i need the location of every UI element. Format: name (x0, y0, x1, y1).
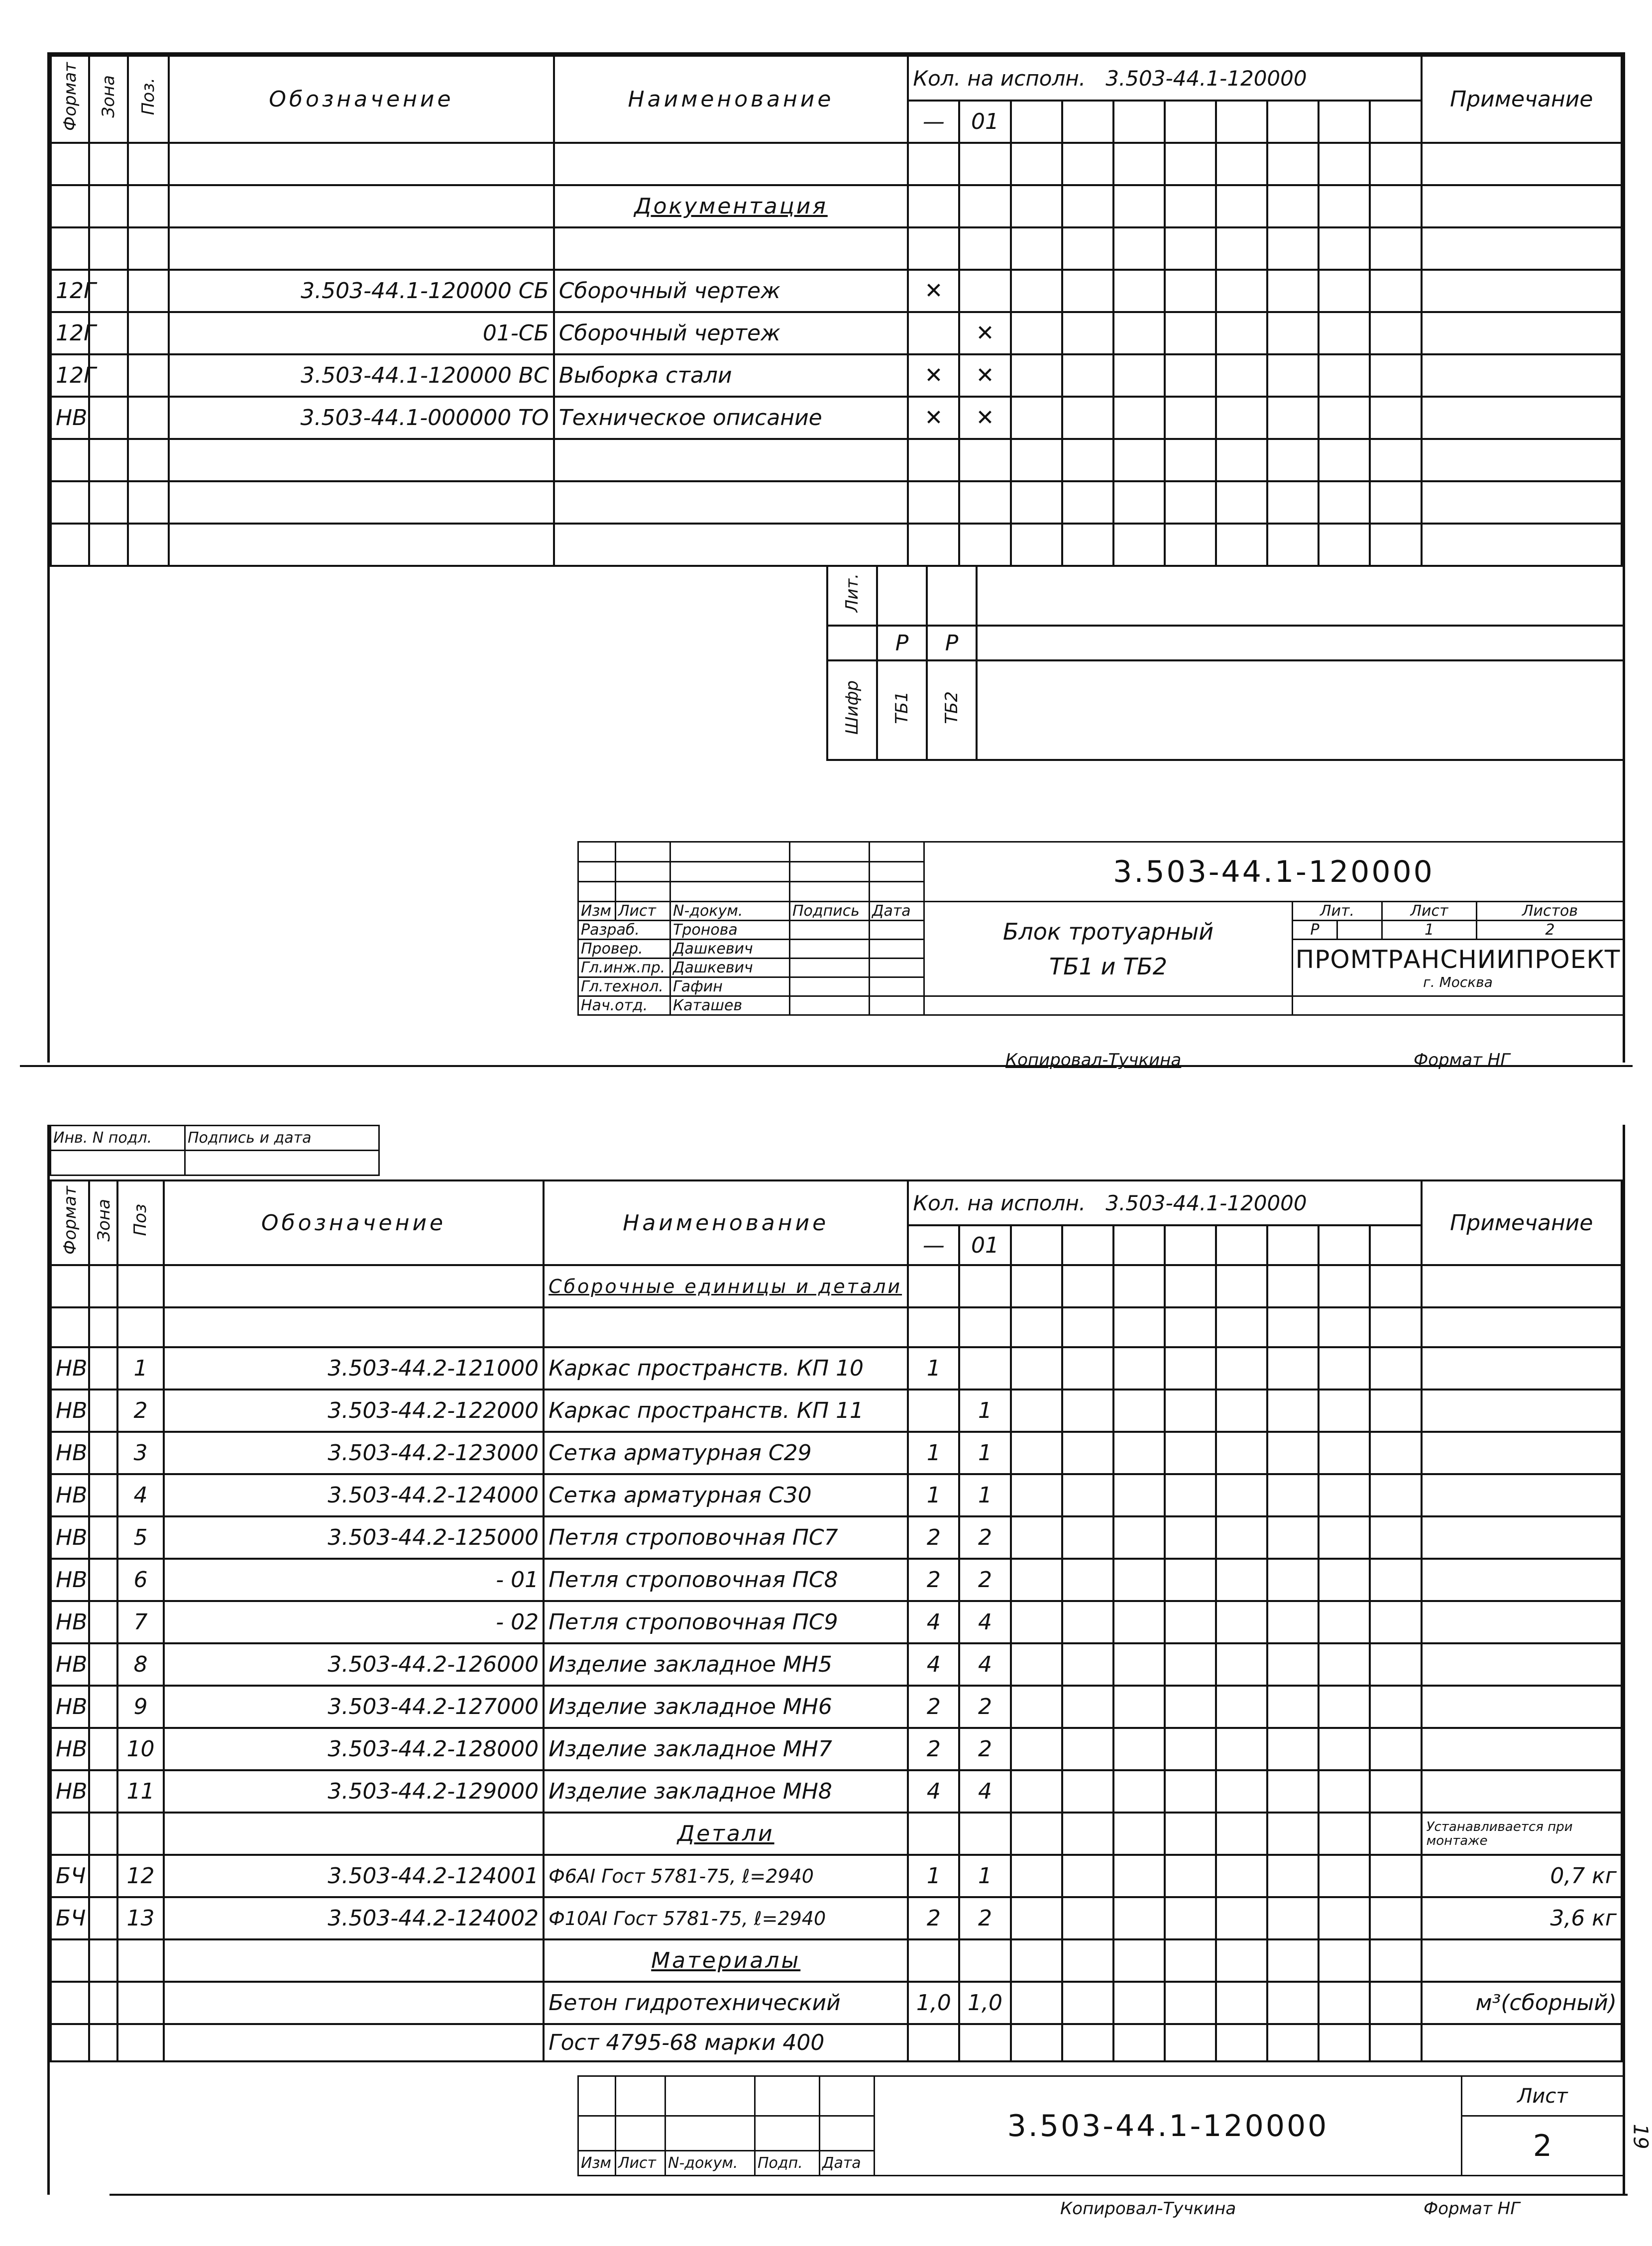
doc-code: 3.503-44.1-120000 (924, 842, 1624, 902)
copied-by-1: Копировал-Тучкина (1005, 1050, 1182, 1070)
list-v: 1 (1382, 921, 1477, 940)
title-block-2 (577, 2075, 1624, 2176)
row-format: НВ (51, 1390, 89, 1432)
row-q0: 1 (908, 1432, 959, 1474)
row-designation: 3.503-44.1-120000 СБ (169, 270, 554, 312)
row-pos: 2 (117, 1390, 164, 1432)
row-name: Петля строповочная ПС9 (544, 1601, 908, 1643)
row-name: Ф10АI Гост 5781-75, ℓ=2940 (544, 1897, 908, 1939)
format-stamp-2: Формат НГ (1424, 2199, 1520, 2219)
row-designation: 3.503-44.2-123000 (164, 1432, 544, 1474)
row-q0: ✕ (908, 270, 959, 312)
frame-right-2 (1623, 1125, 1625, 2195)
row-q0: ✕ (908, 354, 959, 397)
h-izm: Изм (578, 902, 616, 921)
role-5: Нач.отд. (578, 996, 670, 1015)
row-q1 (959, 270, 1010, 312)
col-zone-2: Зона (94, 1198, 114, 1242)
row-q0: 2 (908, 1686, 959, 1728)
row-designation: 3.503-44.2-128000 (164, 1728, 544, 1770)
row-name: Выборка стали (554, 354, 908, 397)
row-format: 12Г (51, 354, 89, 397)
table-row (51, 1559, 1622, 1601)
sheet-1 (0, 0, 1652, 1070)
row-format: НВ (51, 1474, 89, 1516)
col-zone: Зона (99, 75, 119, 118)
table-row (51, 1770, 1622, 1813)
doc-row (51, 397, 1622, 439)
row-name: Техническое описание (554, 397, 908, 439)
row-q0: 2 (908, 1897, 959, 1939)
format-stamp-1: Формат НГ (1414, 1050, 1510, 1070)
row-note (1422, 1390, 1622, 1432)
row-q1: 2 (959, 1897, 1010, 1939)
cipher-value-1: ТБ1 (892, 691, 912, 724)
row-q1: 4 (959, 1601, 1010, 1643)
row-designation: - 02 (164, 1601, 544, 1643)
row-format: НВ (51, 1728, 89, 1770)
row-format: НВ (51, 1643, 89, 1686)
row-format: НВ (51, 1601, 89, 1643)
row-q0: 4 (908, 1770, 959, 1813)
row-name: Сборочный чертеж (554, 270, 908, 312)
row-q1: 1 (959, 1432, 1010, 1474)
col-designation-2: Обозначение (164, 1180, 544, 1265)
row-name: Изделие закладное МН6 (544, 1686, 908, 1728)
lit-value-2: Р (927, 626, 977, 660)
col-note: Примечание (1422, 56, 1622, 143)
doc-row (51, 270, 1622, 312)
row-q0: 2 (908, 1559, 959, 1601)
row-format: 12Г (51, 270, 89, 312)
row-pos: 7 (117, 1601, 164, 1643)
row-q1: ✕ (959, 312, 1010, 354)
exec-base-2: — (908, 1225, 959, 1265)
role-4: Гл.технол. (578, 977, 670, 996)
row-note (1422, 1686, 1622, 1728)
row-q0: 2 (908, 1516, 959, 1559)
row-format: НВ (51, 397, 89, 439)
table-row (51, 1516, 1622, 1559)
role-1: Разраб. (578, 921, 670, 940)
row-q1: 2 (959, 1559, 1010, 1601)
material-note: м³(сборный) (1422, 1982, 1622, 2024)
sign-date-label: Подпись и дата (185, 1126, 379, 1151)
doc-row (51, 354, 1622, 397)
row-q0: 1 (908, 1855, 959, 1897)
lit-value-1: Р (877, 626, 927, 660)
person-3: Дашкевич (670, 959, 790, 977)
h-date-2: Дата (820, 2151, 875, 2176)
row-name: Изделие закладное МН7 (544, 1728, 908, 1770)
row-q1: 1 (959, 1390, 1010, 1432)
table-row (51, 1347, 1622, 1390)
qty-label-2: Кол. на исполн. (913, 1190, 1086, 1215)
row-format: НВ (51, 1516, 89, 1559)
row-name: Сборочный чертеж (554, 312, 908, 354)
row-pos: 4 (117, 1474, 164, 1516)
material-name-1: Бетон гидротехнический (544, 1982, 908, 2024)
table-row (51, 2024, 1622, 2061)
table-row (51, 1855, 1622, 1897)
row-note (1422, 1347, 1622, 1390)
row-name: Изделие закладное МН8 (544, 1770, 908, 1813)
spec-table-2 (50, 1179, 1623, 2062)
spec-table-1 (50, 55, 1623, 567)
row-q0: 4 (908, 1601, 959, 1643)
row-pos: 11 (117, 1770, 164, 1813)
col-format-2: Формат (60, 1185, 80, 1255)
org-name: ПРОМТРАНСНИИПРОЕКТ (1295, 945, 1621, 974)
material-name-2: Гост 4795-68 марки 400 (544, 2024, 908, 2061)
row-q0: ✕ (908, 397, 959, 439)
row-note: 0,7 кг (1422, 1855, 1622, 1897)
row-q1: 1 (959, 1474, 1010, 1516)
table-row (51, 1728, 1622, 1770)
row-designation: 3.503-44.2-125000 (164, 1516, 544, 1559)
material-q0: 1,0 (908, 1982, 959, 2024)
row-note: 3,6 кг (1422, 1897, 1622, 1939)
row-note (1422, 1516, 1622, 1559)
exec-base: — (908, 101, 959, 143)
row-format: БЧ (51, 1897, 89, 1939)
section-materials: Материалы (544, 1939, 908, 1982)
row-note (1422, 1728, 1622, 1770)
h-sign: Подпись (790, 902, 870, 921)
row-pos: 13 (117, 1897, 164, 1939)
row-designation: 3.503-44.2-124001 (164, 1855, 544, 1897)
row-format: НВ (51, 1770, 89, 1813)
row-q1: 2 (959, 1728, 1010, 1770)
row-format: 12Г (51, 312, 89, 354)
h-ndoc-2: N-докум. (665, 2151, 755, 2176)
sheet-no: 2 (1462, 2116, 1624, 2176)
person-4: Гафин (670, 977, 790, 996)
sheet-2 (0, 1085, 1652, 2240)
copied-by-2: Копировал-Тучкина (1060, 2199, 1236, 2219)
section-assemblies: Сборочные единицы и детали (544, 1265, 908, 1307)
qty-doc-2: 3.503-44.1-120000 (1105, 1190, 1307, 1215)
row-name: Ф6АI Гост 5781-75, ℓ=2940 (544, 1855, 908, 1897)
row-q1: 4 (959, 1770, 1010, 1813)
row-pos: 9 (117, 1686, 164, 1728)
cipher-value-2: ТБ2 (942, 691, 962, 724)
person-2: Дашкевич (670, 940, 790, 959)
row-q0: 4 (908, 1643, 959, 1686)
row-note (1422, 1643, 1622, 1686)
row-name: Изделие закладное МН5 (544, 1643, 908, 1686)
row-q0 (908, 1390, 959, 1432)
lists-v: 2 (1477, 921, 1624, 940)
product-name-1: Блок тротуарный (1002, 918, 1214, 945)
row-designation: 3.503-44.2-124002 (164, 1897, 544, 1939)
row-q1: ✕ (959, 397, 1010, 439)
h-izm-2: Изм (578, 2151, 616, 2176)
role-3: Гл.инж.пр. (578, 959, 670, 977)
col-designation: Обозначение (169, 56, 554, 143)
lit-h: Лит. (1293, 902, 1382, 921)
inv-label: Инв. N подл. (51, 1126, 185, 1151)
row-q1: ✕ (959, 354, 1010, 397)
frame-bottom (20, 1065, 1633, 1067)
row-q1: 2 (959, 1686, 1010, 1728)
row-format: НВ (51, 1432, 89, 1474)
org-city: г. Москва (1423, 974, 1493, 990)
table-row (51, 1474, 1622, 1516)
row-q0: 2 (908, 1728, 959, 1770)
doc-row (51, 312, 1622, 354)
title-block-1 (577, 841, 1624, 1016)
h-list-2: Лист (616, 2151, 665, 2176)
row-name: Петля строповочная ПС7 (544, 1516, 908, 1559)
row-format: НВ (51, 1686, 89, 1728)
lit-v: Р (1293, 921, 1337, 940)
row-designation: 3.503-44.2-129000 (164, 1770, 544, 1813)
row-name: Петля строповочная ПС8 (544, 1559, 908, 1601)
material-q1: 1,0 (959, 1982, 1010, 2024)
row-pos: 10 (117, 1728, 164, 1770)
row-designation: 3.503-44.2-121000 (164, 1347, 544, 1390)
exec-01: 01 (959, 101, 1010, 143)
table-row (51, 1432, 1622, 1474)
row-q1: 2 (959, 1516, 1010, 1559)
sheet-label: Лист (1462, 2076, 1624, 2116)
row-designation: - 01 (164, 1559, 544, 1601)
product-name-2: ТБ1 и ТБ2 (1049, 953, 1167, 980)
lit-cipher-block (826, 565, 1625, 761)
table-row (51, 1643, 1622, 1686)
details-note: Устанавливается при монтаже (1422, 1813, 1622, 1855)
row-note (1422, 1559, 1622, 1601)
row-pos: 3 (117, 1432, 164, 1474)
row-format: НВ (51, 1347, 89, 1390)
person-5: Каташев (670, 996, 790, 1015)
doc-code-2: 3.503-44.1-120000 (875, 2076, 1462, 2176)
row-q1 (959, 1347, 1010, 1390)
row-name: Сетка арматурная С29 (544, 1432, 908, 1474)
table-row (51, 1686, 1622, 1728)
row-pos: 6 (117, 1559, 164, 1601)
row-designation: 3.503-44.1-120000 ВС (169, 354, 554, 397)
row-designation: 3.503-44.2-124000 (164, 1474, 544, 1516)
list-h: Лист (1382, 902, 1477, 921)
row-designation: 3.503-44.2-122000 (164, 1390, 544, 1432)
row-q0 (908, 312, 959, 354)
section-documentation: Документация (554, 185, 908, 227)
row-pos: 12 (117, 1855, 164, 1897)
role-2: Провер. (578, 940, 670, 959)
row-pos: 5 (117, 1516, 164, 1559)
row-designation: 3.503-44.2-127000 (164, 1686, 544, 1728)
table-row (51, 1982, 1622, 2024)
row-note (1422, 1601, 1622, 1643)
row-pos: 1 (117, 1347, 164, 1390)
frame-bottom-2 (110, 2194, 1628, 2196)
lit-label: Лит. (842, 573, 862, 613)
table-row (51, 1390, 1622, 1432)
row-name: Сетка арматурная С30 (544, 1474, 908, 1516)
h-ndoc: N-докум. (670, 902, 790, 921)
row-q0: 1 (908, 1347, 959, 1390)
col-pos: Поз. (138, 78, 158, 115)
row-designation: 3.503-44.2-126000 (164, 1643, 544, 1686)
row-name: Каркас пространств. КП 11 (544, 1390, 908, 1432)
h-sign-2: Подп. (755, 2151, 820, 2176)
row-q1: 1 (959, 1855, 1010, 1897)
cipher-label: Шифр (842, 680, 862, 735)
inv-block (50, 1125, 380, 1176)
table-row (51, 1601, 1622, 1643)
row-format: БЧ (51, 1855, 89, 1897)
row-name: Каркас пространств. КП 10 (544, 1347, 908, 1390)
col-name-2: Наименование (544, 1180, 908, 1265)
row-q1: 4 (959, 1643, 1010, 1686)
margin-number: 19 (1629, 2124, 1652, 2149)
h-list: Лист (616, 902, 670, 921)
col-note-2: Примечание (1422, 1180, 1622, 1265)
row-pos: 8 (117, 1643, 164, 1686)
row-note (1422, 1474, 1622, 1516)
h-date: Дата (870, 902, 924, 921)
qty-doc: 3.503-44.1-120000 (1105, 66, 1307, 91)
row-format: НВ (51, 1559, 89, 1601)
row-designation: 01-СБ (169, 312, 554, 354)
row-designation: 3.503-44.1-000000 ТО (169, 397, 554, 439)
exec-01-2: 01 (959, 1225, 1010, 1265)
col-pos-2: Поз (130, 1204, 151, 1236)
person-1: Тронова (670, 921, 790, 940)
table-row (51, 1897, 1622, 1939)
lists-h: Листов (1477, 902, 1624, 921)
row-note (1422, 1432, 1622, 1474)
col-name: Наименование (554, 56, 908, 143)
col-format: Формат (60, 62, 80, 131)
row-note (1422, 1770, 1622, 1813)
row-q0: 1 (908, 1474, 959, 1516)
section-details: Детали (544, 1813, 908, 1855)
qty-label: Кол. на исполн. (913, 66, 1086, 91)
